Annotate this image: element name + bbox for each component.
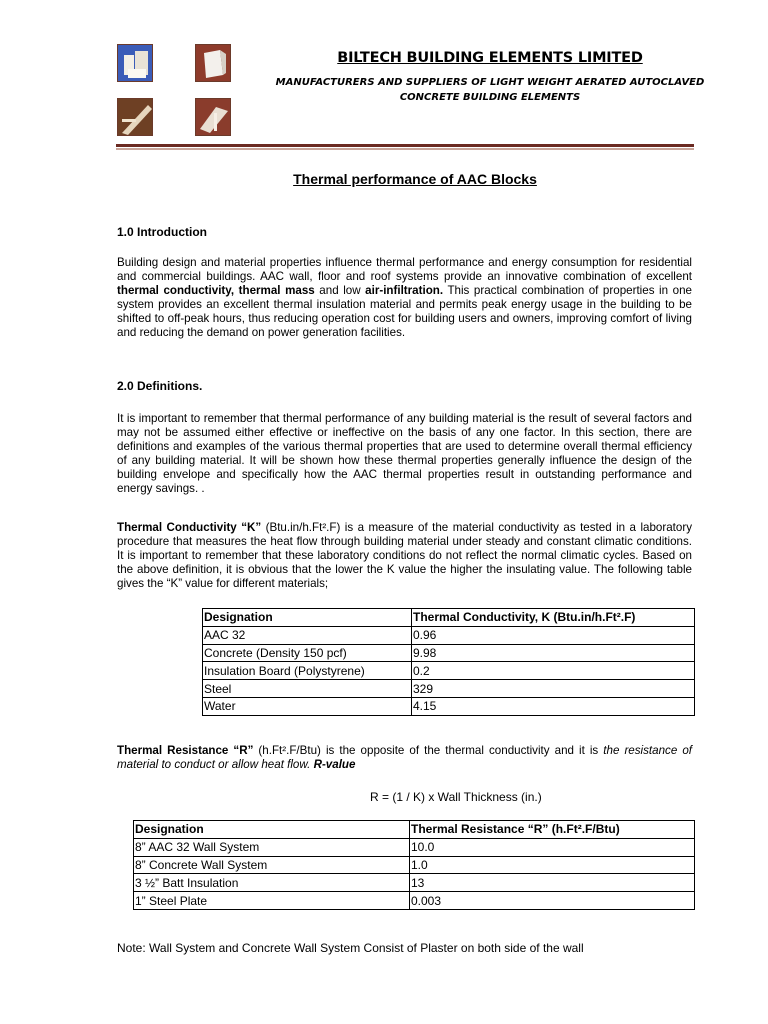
conductivity-table	[202, 608, 695, 716]
r-value-formula: R = (1 / K) x Wall Thickness (in.)	[370, 790, 542, 804]
section-heading-definitions: 2.0 Definitions.	[117, 379, 203, 393]
resistance-paragraph: Thermal Resistance “R” (h.Ft².F/Btu) is the opposite of the thermal conductivity and it is the resistance of material to conduct or allow heat flow. R-value	[117, 744, 692, 771]
table-header-row: Designation Thermal Resistance “R” (h.Ft².F/Btu)	[134, 821, 695, 839]
table-row: Insulation Board (Polystyrene) 0.2	[203, 662, 695, 680]
table-row: Steel 329	[203, 680, 695, 698]
blocks-icon	[118, 45, 153, 82]
footnote: Note: Wall System and Concrete Wall System Consist of Plaster on both side of the wall	[117, 941, 584, 955]
definitions-paragraph: It is important to remember that thermal performance of any building material is the result of several factors and may not be assumed either effective or ineffective on the basis of any one factor. In this section, there are definitions and examples of the various thermal properties that are used to determine overall thermal efficiency of any building material. It will be shown how these thermal properties generally influence the design of the building envelope and specifically how the AAC thermal properties result in outstanding performance and energy savings. .	[117, 412, 692, 495]
table-row: Water 4.15	[203, 697, 695, 715]
roof-icon	[196, 99, 231, 136]
section-heading-introduction: 1.0 Introduction	[117, 225, 207, 239]
table-row: 1” Steel Plate 0.003	[134, 892, 695, 910]
panel-icon	[196, 45, 231, 82]
conductivity-paragraph: Thermal Conductivity “K” (Btu.in/h.Ft².F) is a measure of the material conductivity as tested in a laboratory procedure that measures the heat flow through building material under steady and constant climatic conditions. It is important to remember that these laboratory conditions do not reflect the normal climatic cycles. Based on the above definition, it is obvious that the lower the K value the higher the insulating value. The following table gives the “K” value for different materials;	[117, 521, 693, 590]
table-row: 8” Concrete Wall System 1.0	[134, 856, 695, 874]
document-title: Thermal performance of AAC Blocks	[293, 171, 537, 187]
stairs-icon	[118, 99, 153, 136]
company-name: BILTECH BUILDING ELEMENTS LIMITED	[337, 50, 643, 66]
table-row: 8” AAC 32 Wall System 10.0	[134, 838, 695, 856]
product-photo-stairs	[117, 98, 153, 136]
product-photo-roof	[195, 98, 231, 136]
company-tagline: MANUFACTURERS AND SUPPLIERS OF LIGHT WEIGHT AERATED AUTOCLAVED CONCRETE BUILDING ELEMENTS	[275, 77, 705, 103]
table-row: AAC 32 0.96	[203, 626, 695, 644]
product-photo-panel	[195, 44, 231, 82]
table-row: 3 ½” Batt Insulation 13	[134, 874, 695, 892]
table-row: Concrete (Density 150 pcf) 9.98	[203, 644, 695, 662]
introduction-paragraph: Building design and material properties influence thermal performance and energy consumption for residential and commercial buildings. AAC wall, floor and roof systems provide an innovative combination of excellent thermal conductivity, thermal mass and low air-infiltration. This practical combination of properties in one system provides an excellent thermal insulation material and permits peak energy usage in the building to be shifted to off-peak hours, thus reducing operation cost for building users and owners, improving comfort of living and reducing the demand on power generation facilities.	[117, 256, 692, 339]
table-header-row: Designation Thermal Conductivity, K (Btu.in/h.Ft².F)	[203, 609, 695, 627]
header-rule-light	[116, 148, 694, 150]
resistance-table	[133, 820, 695, 910]
header-rule	[116, 144, 694, 147]
product-photo-blocks	[117, 44, 153, 82]
